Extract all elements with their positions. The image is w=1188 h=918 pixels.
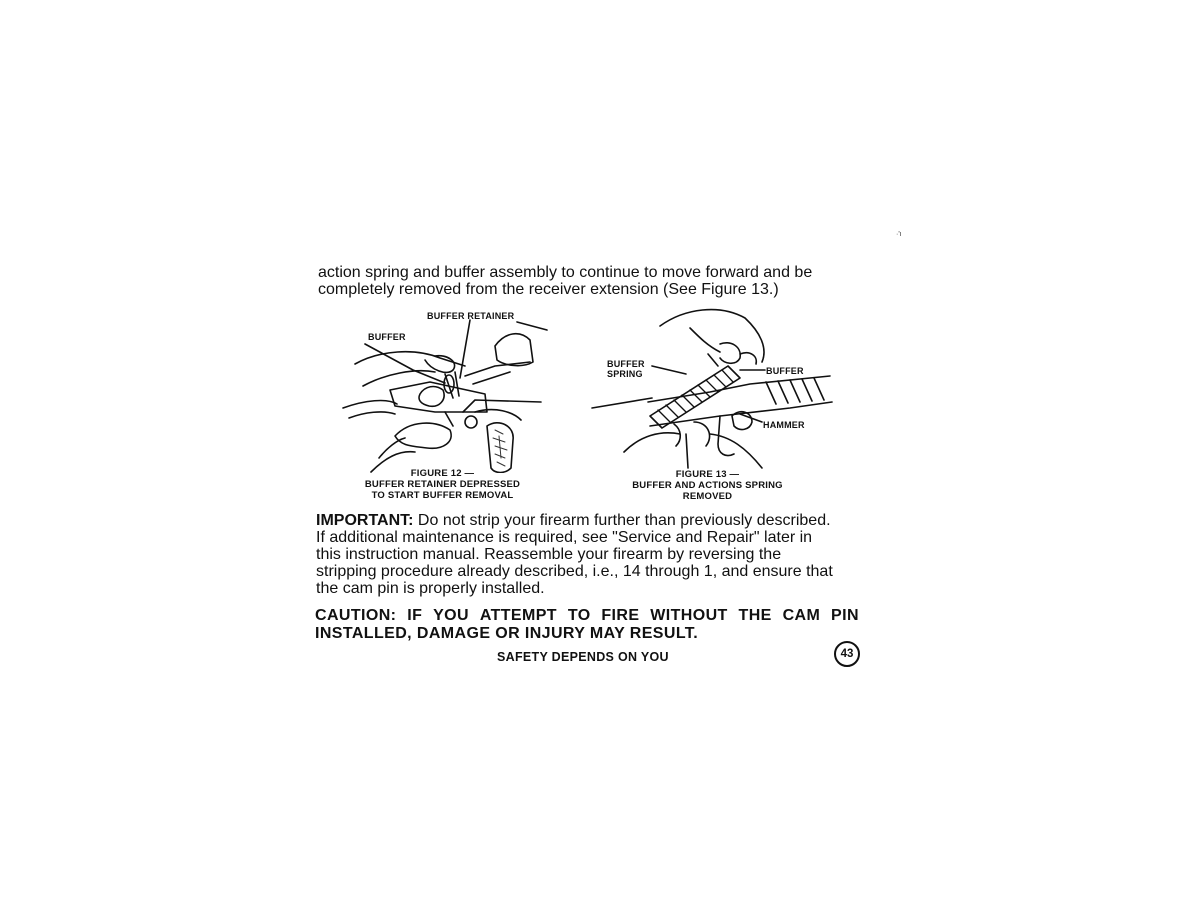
label-buffer-spring: [607, 359, 645, 379]
caution-word: CAM: [782, 607, 821, 624]
intro-line: completely removed from the receiver extension (See Figure 13.): [318, 281, 779, 298]
label-hammer: HAMMER: [763, 420, 805, 430]
footer-slogan: SAFETY DEPENDS ON YOU: [497, 650, 669, 664]
caution-word: WITHOUT: [650, 607, 728, 624]
important-line: this instruction manual. Reassemble your firearm by reversing the: [316, 546, 782, 563]
important-line: the cam pin is properly installed.: [316, 580, 545, 597]
caption-line: FIGURE 12 —: [410, 468, 475, 479]
figure-12: [335, 308, 550, 506]
caution-word: YOU: [433, 607, 469, 624]
caption-line: REMOVED: [682, 491, 733, 502]
important-paragraph: [316, 512, 861, 597]
caution-word: FIRE: [601, 607, 640, 624]
important-line: stripping procedure already described, i.e., 14 through 1, and ensure that: [316, 563, 833, 580]
caution-word: CAUTION:: [315, 607, 397, 624]
label-buffer: BUFFER: [368, 332, 406, 342]
caption-line: BUFFER RETAINER DEPRESSED: [364, 479, 521, 490]
page-number: 43: [834, 641, 860, 667]
important-text: Do not strip your firearm further than previously described.: [413, 512, 831, 529]
important-line: If additional maintenance is required, see "Service and Repair" later in: [316, 529, 813, 546]
label-buffer-spring-line: BUFFER: [607, 359, 645, 369]
caption-line: FIGURE 13 —: [675, 469, 740, 480]
caption-line: TO START BUFFER REMOVAL: [371, 490, 514, 501]
caution-word: ATTEMPT: [479, 607, 557, 624]
caution-line-1: [315, 607, 859, 625]
figure-13: [590, 304, 835, 508]
figure-13-illustration: [590, 304, 835, 469]
figure-12-caption: [335, 468, 550, 501]
intro-paragraph: [318, 264, 858, 298]
label-buffer: BUFFER: [766, 366, 804, 376]
important-line: [316, 512, 861, 529]
label-buffer-spring-line: SPRING: [607, 369, 643, 379]
label-buffer-retainer: BUFFER RETAINER: [427, 311, 515, 321]
scan-speck: ·'ı: [896, 231, 902, 238]
caution-word: THE: [738, 607, 772, 624]
caution-word: TO: [567, 607, 591, 624]
intro-line: action spring and buffer assembly to continue to move forward and be: [318, 264, 813, 281]
figure-13-caption: [590, 469, 825, 502]
caution-line-2: INSTALLED, DAMAGE OR INJURY MAY RESULT.: [315, 625, 699, 642]
caution-warning: [315, 607, 859, 643]
caution-word: PIN: [831, 607, 859, 624]
important-heading: IMPORTANT:: [316, 512, 414, 529]
caption-line: BUFFER AND ACTIONS SPRING: [632, 480, 783, 491]
caution-word: IF: [407, 607, 423, 624]
